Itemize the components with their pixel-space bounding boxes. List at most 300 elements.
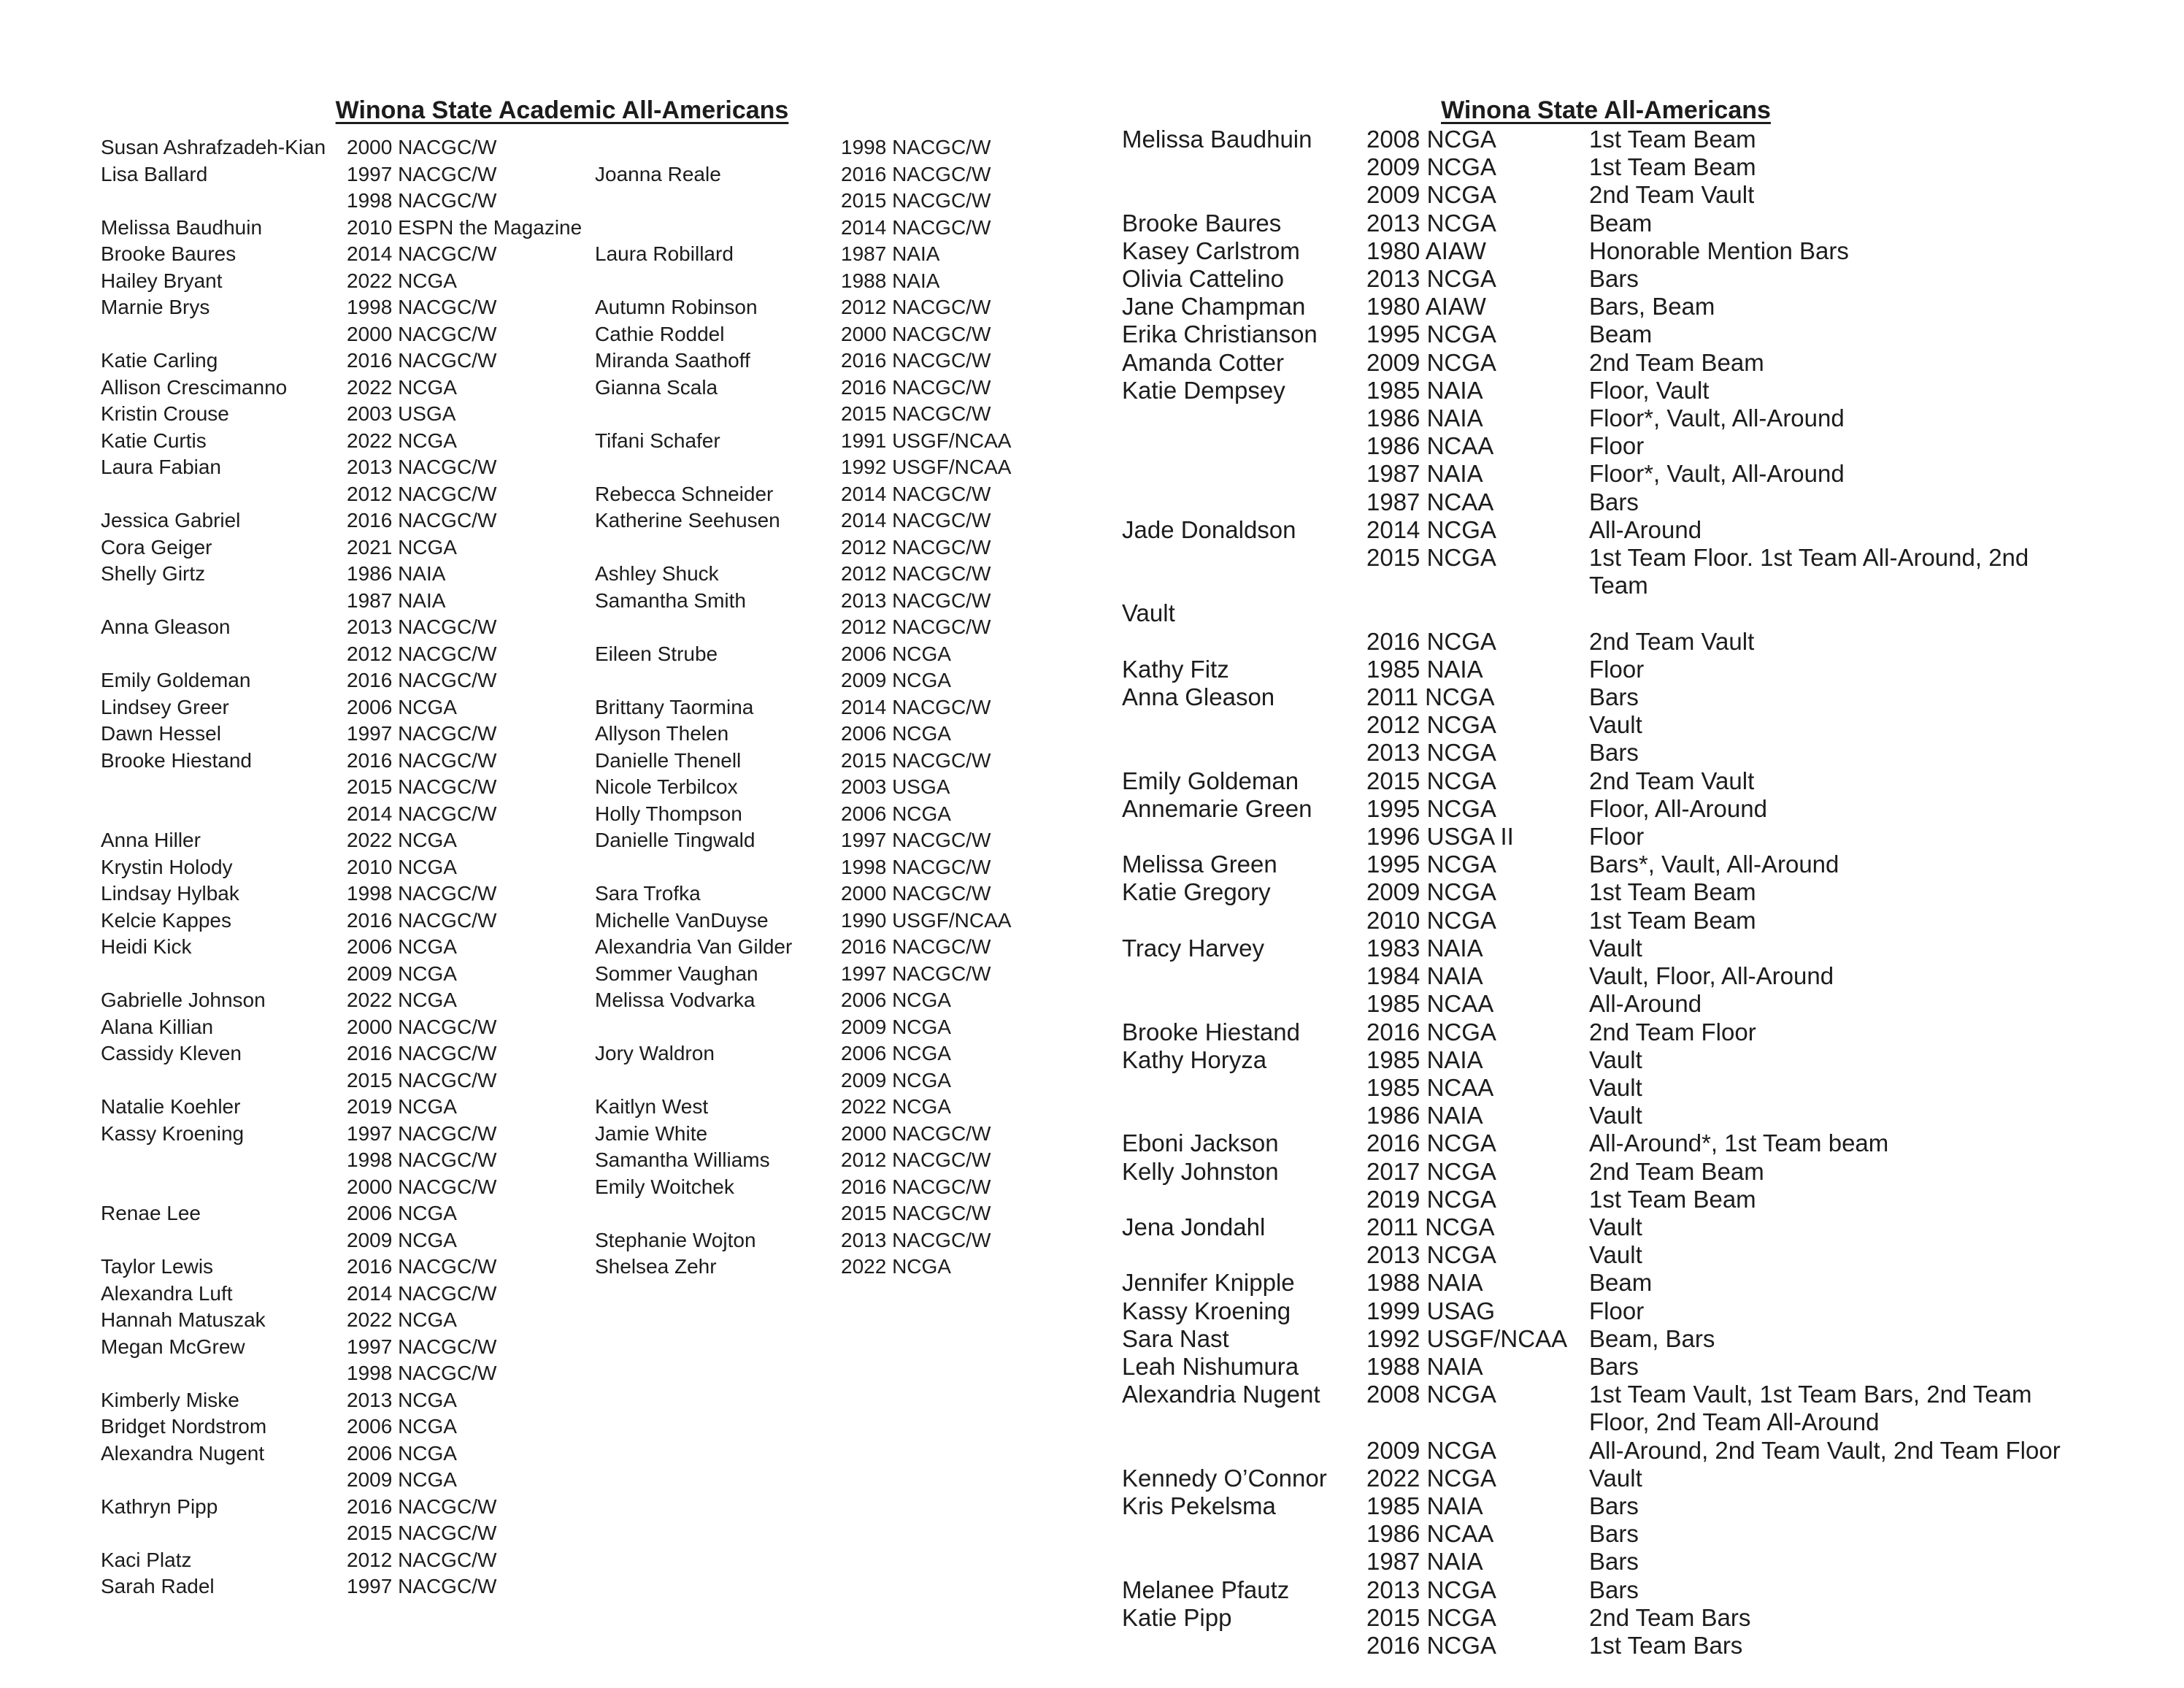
academic-row bbox=[595, 1040, 1031, 1067]
athlete-name: Natalie Koehler bbox=[101, 1095, 241, 1118]
award-year: 2016 NACGC/W bbox=[347, 1042, 497, 1064]
award-year: 1998 NACGC/W bbox=[841, 855, 991, 878]
award-year: 2009 NCGA bbox=[1366, 348, 1496, 376]
award-year: 2006 NCGA bbox=[347, 935, 457, 958]
athlete-name: Kassy Kroening bbox=[101, 1121, 245, 1145]
academic-row bbox=[595, 934, 1031, 961]
athlete-name bbox=[1122, 1437, 1366, 1465]
allamerican-row bbox=[1122, 1492, 2085, 1520]
athlete-name bbox=[101, 1467, 347, 1494]
academic-row bbox=[101, 268, 588, 295]
allamerican-row bbox=[1122, 795, 2085, 823]
academic-row bbox=[101, 1227, 588, 1254]
award-events: Floor*, Vault, All-Around bbox=[1589, 460, 1845, 488]
award-year: 1985 NAIA bbox=[1366, 1046, 1483, 1073]
award-events: Vault bbox=[1589, 1464, 1642, 1492]
award-events bbox=[1589, 599, 2085, 627]
award-year: 1991 USGF/NCAA bbox=[841, 429, 1012, 452]
academic-row bbox=[101, 294, 588, 321]
athlete-name: Leah Nishumura bbox=[1122, 1352, 1299, 1380]
award-year: 1996 USGA II bbox=[1366, 823, 1514, 851]
award-year: 2006 NCGA bbox=[841, 802, 951, 825]
athlete-name: Kathy Fitz bbox=[1122, 655, 1229, 683]
athlete-name bbox=[1122, 711, 1366, 739]
athlete-name: Lisa Ballard bbox=[101, 162, 208, 185]
award-year: 1986 NCAA bbox=[1366, 1520, 1494, 1548]
athlete-name bbox=[595, 854, 841, 881]
athlete-name: Sara Nast bbox=[1122, 1324, 1229, 1352]
award-events: 1st Team Floor. 1st Team All-Around, 2nd Team bbox=[1589, 544, 2029, 599]
award-events: Bars bbox=[1589, 739, 1639, 767]
athlete-name: Bridget Nordstrom bbox=[101, 1415, 267, 1438]
athlete-name: Amanda Cotter bbox=[1122, 348, 1284, 376]
award-year: 2012 NACGC/W bbox=[841, 535, 991, 559]
award-year: 1980 AIAW bbox=[1366, 237, 1486, 264]
award-year: 1990 USGF/NCAA bbox=[841, 908, 1012, 932]
award-year: 2012 NACGC/W bbox=[347, 482, 497, 505]
academic-row bbox=[595, 1200, 1031, 1227]
academic-row bbox=[595, 614, 1031, 641]
allamerican-row bbox=[1122, 460, 2085, 488]
award-events: 1st Team Beam bbox=[1589, 878, 1756, 906]
award-year: 2013 NCGA bbox=[1366, 1576, 1496, 1603]
award-year: 2006 NCGA bbox=[347, 695, 457, 718]
allamerican-row bbox=[1122, 599, 2085, 627]
award-year: 1999 USAG bbox=[1366, 1297, 1496, 1324]
award-year: 2016 NACGC/W bbox=[841, 1175, 991, 1198]
allamerican-row bbox=[1122, 544, 2085, 599]
award-events: Bars bbox=[1589, 1352, 1639, 1380]
award-year: 2006 NCGA bbox=[841, 1042, 951, 1064]
award-year: 2022 NCGA bbox=[347, 829, 457, 851]
athlete-name bbox=[1122, 1241, 1366, 1269]
academic-row bbox=[101, 987, 588, 1014]
athlete-name bbox=[101, 321, 347, 348]
athlete-name: Hannah Matuszak bbox=[101, 1308, 266, 1331]
athlete-name: Kennedy O’Connor bbox=[1122, 1464, 1327, 1492]
allamerican-row bbox=[1122, 711, 2085, 739]
allamerican-row bbox=[1122, 1241, 2085, 1269]
allamerican-row bbox=[1122, 823, 2085, 851]
athlete-name: Vault bbox=[1122, 599, 1175, 627]
athlete-name bbox=[101, 188, 347, 215]
academic-row bbox=[595, 1014, 1031, 1041]
allamerican-row bbox=[1122, 1213, 2085, 1241]
award-events: Beam, Bars bbox=[1589, 1324, 1715, 1352]
award-year: 2015 NACGC/W bbox=[347, 775, 497, 798]
award-year: 1997 NACGC/W bbox=[347, 162, 497, 185]
athlete-name bbox=[1122, 962, 1366, 990]
award-year: 2000 NACGC/W bbox=[347, 1015, 497, 1038]
allamerican-row bbox=[1122, 293, 2085, 321]
allamerican-row bbox=[1122, 990, 2085, 1018]
athlete-name: Jamie White bbox=[595, 1121, 708, 1145]
award-year: 2008 NCGA bbox=[1366, 1381, 1496, 1408]
athlete-name: Michelle VanDuyse bbox=[595, 908, 769, 932]
academic-row bbox=[101, 1547, 588, 1574]
award-year: 1988 NAIA bbox=[1366, 1352, 1483, 1380]
award-year: 2016 NACGC/W bbox=[841, 375, 991, 399]
academic-row bbox=[101, 321, 588, 348]
academic-row bbox=[101, 934, 588, 961]
award-events: 2nd Team Bars bbox=[1589, 1603, 1751, 1631]
athlete-name bbox=[101, 774, 347, 801]
award-year: 2006 NCGA bbox=[347, 1441, 457, 1465]
award-year: 2000 NACGC/W bbox=[841, 322, 991, 345]
allamerican-row bbox=[1122, 907, 2085, 935]
academic-row bbox=[595, 321, 1031, 348]
award-events: 1st Team Beam bbox=[1589, 1185, 1756, 1213]
athlete-name: Krystin Holody bbox=[101, 855, 233, 878]
academic-row bbox=[595, 961, 1031, 988]
academic-row bbox=[101, 1467, 588, 1494]
award-year: 1985 NAIA bbox=[1366, 655, 1483, 683]
athlete-name: Jane Champman bbox=[1122, 293, 1306, 321]
athlete-name: Kathryn Pipp bbox=[101, 1495, 218, 1518]
award-year: 2016 NACGC/W bbox=[347, 748, 497, 772]
athlete-name: Heidi Kick bbox=[101, 935, 192, 958]
award-events: 1st Team Bars bbox=[1589, 1631, 1743, 1659]
award-year: 1995 NCGA bbox=[1366, 321, 1496, 348]
award-events: Beam bbox=[1589, 209, 1653, 237]
athlete-name: Danielle Tingwald bbox=[595, 829, 755, 851]
athlete-name: Alexandra Nugent bbox=[101, 1441, 265, 1465]
award-year: 1998 NACGC/W bbox=[841, 136, 991, 158]
academic-row bbox=[595, 1121, 1031, 1148]
academic-row bbox=[101, 961, 588, 988]
academic-row bbox=[595, 215, 1031, 242]
academic-row bbox=[101, 1520, 588, 1547]
award-year: 2009 NCGA bbox=[1366, 153, 1496, 181]
award-year: 2022 NCGA bbox=[347, 1308, 457, 1331]
award-events: Vault bbox=[1589, 1213, 1642, 1240]
athlete-name: Tifani Schafer bbox=[595, 429, 720, 452]
academic-row bbox=[595, 268, 1031, 295]
allamerican-row bbox=[1122, 683, 2085, 711]
allamerican-row bbox=[1122, 1046, 2085, 1074]
award-year: 2016 NCGA bbox=[1366, 1129, 1496, 1157]
award-year: 2012 NACGC/W bbox=[841, 615, 991, 638]
award-year: 2011 NCGA bbox=[1366, 1213, 1495, 1240]
award-year: 1998 NACGC/W bbox=[347, 1362, 497, 1384]
athlete-name bbox=[1122, 990, 1366, 1018]
athlete-name bbox=[1122, 1520, 1366, 1548]
award-year: 2006 NCGA bbox=[841, 722, 951, 745]
award-events: 1st Team Vault, 1st Team Bars, 2nd Team Floor, 2nd Team All-Around bbox=[1589, 1381, 2032, 1436]
allamerican-row bbox=[1122, 851, 2085, 878]
athlete-name bbox=[1122, 823, 1366, 851]
academic-row bbox=[101, 481, 588, 508]
award-year: 2013 NACGC/W bbox=[347, 615, 497, 638]
athlete-name: Sommer Vaughan bbox=[595, 962, 758, 985]
athlete-name: Dawn Hessel bbox=[101, 722, 221, 745]
academic-row bbox=[595, 375, 1031, 402]
academic-row bbox=[101, 161, 588, 188]
athlete-name bbox=[1122, 1102, 1366, 1129]
allamerican-row bbox=[1122, 349, 2085, 377]
award-year: 1992 USGF/NCAA bbox=[1366, 1324, 1568, 1352]
academic-row bbox=[595, 161, 1031, 188]
academic-row bbox=[101, 908, 588, 935]
athlete-name bbox=[1122, 404, 1366, 432]
award-year: 2012 NCGA bbox=[1366, 711, 1496, 739]
athlete-name: Emily Goldeman bbox=[101, 669, 251, 691]
academic-row bbox=[101, 774, 588, 801]
award-year: 2015 NACGC/W bbox=[841, 748, 991, 772]
award-year: 2009 NCGA bbox=[841, 1015, 951, 1038]
award-year: 2000 NACGC/W bbox=[347, 322, 497, 345]
allamerican-row bbox=[1122, 516, 2085, 544]
academic-row bbox=[595, 694, 1031, 721]
athlete-name: Kelcie Kappes bbox=[101, 908, 232, 932]
athlete-name: Kristin Crouse bbox=[101, 402, 229, 425]
academic-row bbox=[101, 401, 588, 428]
award-year: 2003 USGA bbox=[347, 402, 456, 425]
athlete-name bbox=[1122, 1074, 1366, 1102]
academic-row bbox=[101, 1014, 588, 1041]
athlete-name: Melissa Vodvarka bbox=[595, 989, 755, 1011]
academic-row bbox=[101, 1307, 588, 1334]
academic-row bbox=[595, 507, 1031, 534]
award-events: 2nd Team Beam bbox=[1589, 348, 1764, 376]
award-year: 2011 NCGA bbox=[1366, 683, 1495, 711]
award-year: 2016 NACGC/W bbox=[347, 509, 497, 532]
award-year: 2022 NCGA bbox=[841, 1255, 951, 1278]
athlete-name: Danielle Thenell bbox=[595, 748, 742, 772]
academic-row bbox=[595, 1254, 1031, 1281]
award-events: 2nd Team Vault bbox=[1589, 767, 1755, 794]
award-events: Floor bbox=[1589, 432, 1645, 460]
award-year: 2014 NACGC/W bbox=[841, 215, 991, 239]
award-year: 1986 NAIA bbox=[1366, 404, 1483, 432]
award-year: 2022 NCGA bbox=[347, 375, 457, 399]
academic-row bbox=[595, 241, 1031, 268]
athlete-name: Shelly Girtz bbox=[101, 562, 206, 585]
allamerican-row bbox=[1122, 181, 2085, 209]
award-year: 1998 NACGC/W bbox=[347, 296, 497, 318]
allamerican-row bbox=[1122, 377, 2085, 404]
award-year: 1995 NCGA bbox=[1366, 794, 1496, 822]
award-events: Bars bbox=[1589, 1520, 1639, 1548]
award-year: 2009 NCGA bbox=[1366, 1436, 1496, 1464]
academic-row bbox=[101, 215, 588, 242]
athlete-name bbox=[595, 188, 841, 215]
award-year: 1987 NAIA bbox=[1366, 460, 1483, 488]
athlete-name: Melissa Baudhuin bbox=[101, 215, 263, 239]
award-year: 2012 NACGC/W bbox=[347, 642, 497, 665]
athlete-name: Olivia Cattelino bbox=[1122, 265, 1284, 293]
allamerican-row bbox=[1122, 935, 2085, 962]
academic-row bbox=[101, 881, 588, 908]
athlete-name: Kasey Carlstrom bbox=[1122, 237, 1300, 264]
award-events: Bars bbox=[1589, 265, 1639, 293]
award-year: 2009 NCGA bbox=[841, 1068, 951, 1092]
award-year: 2014 NACGC/W bbox=[347, 802, 497, 825]
academic-row bbox=[101, 801, 588, 828]
academic-row bbox=[101, 188, 588, 215]
award-year bbox=[1366, 599, 1589, 627]
athlete-name: Melanee Pfautz bbox=[1122, 1576, 1290, 1603]
allamerican-row bbox=[1122, 1074, 2085, 1102]
academic-row bbox=[101, 748, 588, 775]
allamerican-row bbox=[1122, 1604, 2085, 1632]
athlete-name bbox=[101, 1360, 347, 1387]
allamerican-row bbox=[1122, 739, 2085, 767]
athlete-name bbox=[595, 1067, 841, 1094]
academic-row bbox=[101, 1040, 588, 1067]
allamerican-row bbox=[1122, 1158, 2085, 1186]
athlete-name: Renae Lee bbox=[101, 1202, 201, 1224]
athlete-name: Cora Geiger bbox=[101, 535, 212, 559]
athlete-name bbox=[101, 1174, 347, 1201]
academic-row bbox=[101, 561, 588, 588]
athlete-name bbox=[101, 961, 347, 988]
athlete-name bbox=[595, 454, 841, 481]
award-year: 2016 NACGC/W bbox=[841, 349, 991, 372]
award-year: 1988 NAIA bbox=[1366, 1269, 1483, 1297]
allamerican-row bbox=[1122, 126, 2085, 153]
award-year: 2013 NCGA bbox=[1366, 209, 1496, 237]
award-year: 2003 USGA bbox=[841, 775, 950, 798]
award-year: 2016 NACGC/W bbox=[841, 162, 991, 185]
award-year: 2013 NACGC/W bbox=[841, 588, 991, 612]
athlete-name: Kaci Platz bbox=[101, 1548, 192, 1571]
academic-row bbox=[101, 721, 588, 748]
award-events: 1st Team Beam bbox=[1589, 153, 1756, 181]
award-events: Floor bbox=[1589, 1297, 1645, 1324]
academic-row bbox=[595, 534, 1031, 561]
allamerican-row bbox=[1122, 1269, 2085, 1297]
academic-row bbox=[595, 481, 1031, 508]
athlete-name: Sarah Radel bbox=[101, 1575, 215, 1597]
athlete-name: Anna Gleason bbox=[101, 615, 231, 638]
academic-row bbox=[595, 854, 1031, 881]
award-year: 1985 NAIA bbox=[1366, 1492, 1483, 1519]
athlete-name bbox=[595, 534, 841, 561]
award-year: 2013 NCGA bbox=[1366, 1241, 1496, 1269]
athlete-name: Shelsea Zehr bbox=[595, 1255, 717, 1278]
allamerican-row bbox=[1122, 1632, 2085, 1660]
award-year: 1997 NACGC/W bbox=[347, 1575, 497, 1597]
award-events: Floor bbox=[1589, 823, 1645, 851]
athlete-name bbox=[1122, 432, 1366, 460]
athlete-name: Annemarie Green bbox=[1122, 794, 1312, 822]
athlete-name: Cathie Roddel bbox=[595, 322, 725, 345]
athlete-name bbox=[595, 614, 841, 641]
allamerican-row bbox=[1122, 432, 2085, 460]
athlete-name bbox=[1122, 1632, 1366, 1660]
athlete-name bbox=[101, 1147, 347, 1174]
athlete-name bbox=[1122, 544, 1366, 599]
allamerican-row bbox=[1122, 404, 2085, 432]
allamerican-row bbox=[1122, 1018, 2085, 1046]
award-year: 2012 NACGC/W bbox=[841, 562, 991, 585]
award-events: Floor, All-Around bbox=[1589, 794, 1767, 822]
academic-row bbox=[101, 454, 588, 481]
athlete-name: Marnie Brys bbox=[101, 296, 210, 318]
allamerican-row bbox=[1122, 488, 2085, 516]
award-year: 1980 AIAW bbox=[1366, 293, 1486, 321]
award-year: 2016 NACGC/W bbox=[347, 349, 497, 372]
academic-row bbox=[595, 428, 1031, 455]
award-year: 2006 NCGA bbox=[841, 989, 951, 1011]
academic-row bbox=[101, 1573, 588, 1600]
award-year: 1988 NAIA bbox=[841, 269, 940, 292]
academic-row bbox=[101, 827, 588, 854]
athlete-name bbox=[595, 215, 841, 242]
allamerican-row bbox=[1122, 1186, 2085, 1213]
academic-row bbox=[595, 1067, 1031, 1094]
award-year: 2022 NCGA bbox=[1366, 1464, 1496, 1492]
academic-row bbox=[101, 588, 588, 615]
award-year: 2015 NCGA bbox=[1366, 767, 1496, 794]
academic-row bbox=[595, 774, 1031, 801]
academic-row bbox=[595, 1227, 1031, 1254]
academic-row bbox=[595, 641, 1031, 668]
academic-row bbox=[101, 428, 588, 455]
award-year: 2009 NCGA bbox=[347, 1228, 457, 1251]
athlete-name: Katie Dempsey bbox=[1122, 376, 1285, 404]
award-year: 1997 NACGC/W bbox=[347, 722, 497, 745]
athlete-name bbox=[101, 1227, 347, 1254]
academic-row bbox=[595, 987, 1031, 1014]
athlete-name: Taylor Lewis bbox=[101, 1255, 214, 1278]
athlete-name: Gabrielle Johnson bbox=[101, 989, 266, 1011]
award-year: 2015 NCGA bbox=[1366, 544, 1496, 572]
athlete-name: Alana Killian bbox=[101, 1015, 214, 1038]
award-year: 1995 NCGA bbox=[1366, 851, 1496, 878]
award-year: 2010 NCGA bbox=[1366, 906, 1496, 934]
academic-row bbox=[101, 134, 588, 161]
athlete-name: Jena Jondahl bbox=[1122, 1213, 1266, 1240]
athlete-name bbox=[101, 801, 347, 828]
award-year: 2009 NCGA bbox=[347, 962, 457, 985]
athlete-name bbox=[101, 1520, 347, 1547]
athlete-name: Autumn Robinson bbox=[595, 296, 758, 318]
athlete-name: Katie Gregory bbox=[1122, 878, 1271, 906]
award-events: 2nd Team Floor bbox=[1589, 1018, 1756, 1046]
award-year: 2010 ESPN the Magazine bbox=[347, 215, 582, 239]
academic-row bbox=[595, 721, 1031, 748]
academic-column-2 bbox=[595, 134, 1031, 1281]
athlete-name: Jennifer Knipple bbox=[1122, 1269, 1295, 1297]
award-events: 2nd Team Vault bbox=[1589, 627, 1755, 655]
award-year: 2017 NCGA bbox=[1366, 1157, 1496, 1185]
award-year: 1986 NAIA bbox=[1366, 1102, 1483, 1129]
award-events: Vault bbox=[1589, 711, 1642, 739]
athlete-name: Megan McGrew bbox=[101, 1335, 245, 1358]
award-events: All-Around, 2nd Team Vault, 2nd Team Floor bbox=[1589, 1436, 2061, 1464]
award-year: 1984 NAIA bbox=[1366, 962, 1483, 990]
athlete-name: Stephanie Wojton bbox=[595, 1228, 756, 1251]
award-year: 2009 NCGA bbox=[347, 1468, 457, 1491]
academic-row bbox=[101, 1067, 588, 1094]
award-year: 2015 NACGC/W bbox=[841, 1202, 991, 1224]
allamericans-title: Winona State All-Americans bbox=[1441, 96, 1771, 124]
athlete-name bbox=[595, 134, 841, 161]
athlete-name: Nicole Terbilcox bbox=[595, 775, 738, 798]
award-year: 1998 NACGC/W bbox=[347, 189, 497, 212]
award-events: Vault bbox=[1589, 1046, 1642, 1073]
athlete-name: Alexandra Luft bbox=[101, 1281, 233, 1305]
award-year: 1986 NCAA bbox=[1366, 432, 1494, 460]
athlete-name bbox=[1122, 907, 1366, 935]
athlete-name bbox=[595, 268, 841, 295]
award-year: 2015 NCGA bbox=[1366, 1603, 1496, 1631]
athlete-name: Tracy Harvey bbox=[1122, 934, 1264, 962]
award-events: Vault bbox=[1589, 1241, 1642, 1269]
award-year: 2016 NCGA bbox=[1366, 1018, 1496, 1046]
